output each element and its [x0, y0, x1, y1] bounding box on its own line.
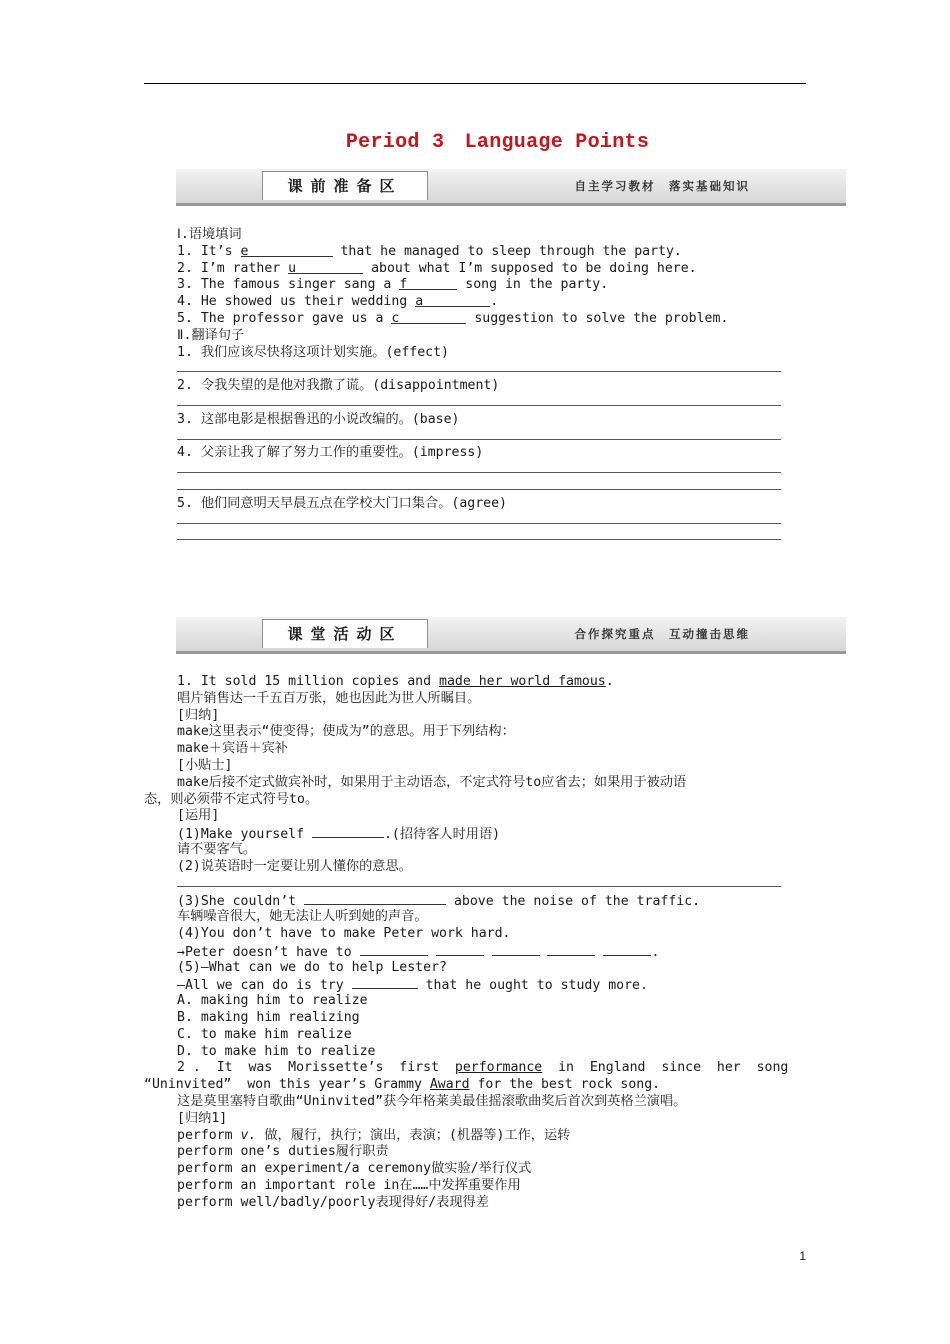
fill-item-3: 3. The famous singer sang a f song in the party. [177, 277, 609, 293]
tip-label: [小贴士] [177, 757, 233, 773]
sentence-2-translation: 这是莫里塞特自歌曲“Uninvited”获今年格莱美最佳摇滚歌曲奖后首次到英格兰演唱。 [177, 1093, 687, 1109]
perform-usage-2: perform an experiment/a ceremony做实验/举行仪式 [177, 1161, 532, 1177]
fill-item-1: 1. It’s e that he managed to sleep through the party. [177, 243, 682, 259]
perform-usage-3: perform an important role in在……中发挥重要作用 [177, 1177, 521, 1193]
summary-1-label: [归纳1] [177, 1110, 228, 1126]
translate-item-4: 4. 父亲让我了解了努力工作的重要性。(impress) [177, 445, 484, 461]
translate-item-5: 5. 他们同意明天早晨五点在学校大门口集合。(agree) [177, 495, 507, 511]
translate-item-1: 1. 我们应该尽快将这项计划实施。(effect) [177, 344, 449, 360]
fill-item-2: 2. I’m rather u about what I’m supposed to be doing here. [177, 260, 697, 276]
part1-heading: Ⅰ.语境填词 [177, 227, 242, 242]
exercise-4-rewrite: →Peter doesn’t have to . [177, 944, 660, 960]
summary-label: [归纳] [177, 707, 220, 723]
page-title: Period 3 Language Points [345, 131, 650, 154]
preclass-exercises [177, 227, 817, 546]
exercise-1: (1)Make yourself .(招待客人时用语) [177, 827, 501, 843]
part2-heading: Ⅱ.翻译句子 [177, 327, 245, 343]
summary-structure: make＋宾语＋宾补 [177, 741, 288, 757]
section-banner-preclass [176, 169, 846, 206]
inclass-content [144, 674, 817, 1212]
exercise-2: (2)说英语时一定要让别人懂你的意思。 [177, 858, 412, 874]
banner-tab-label: 课前准备区 [262, 171, 428, 200]
sentence-2: 2 . It was Morissette’s first performance in England since her song [177, 1060, 789, 1076]
sentence-1-translation: 唱片销售达一千五百万张，她也因此为世人所瞩目。 [177, 690, 481, 706]
tip-text: make后接不定式做宾补时，如果用于主动语态，不定式符号to应省去；如果用于被动语 [177, 774, 687, 790]
banner-subtitle: 合作探究重点 互动撞击思维 [574, 627, 750, 641]
header-rule [144, 83, 806, 84]
sentence-1: 1. It sold 15 million copies and made her world famous. [177, 674, 614, 689]
answer-line[interactable] [177, 513, 817, 530]
exercise-4: (4)You don’t have to make Peter work hard. [177, 925, 511, 941]
answer-line[interactable] [177, 395, 817, 412]
exercise-5: (5)—What can we do to help Lester? [177, 959, 447, 975]
answer-line[interactable] [177, 361, 817, 378]
sentence-2-cont: “Uninvited” won this year’s Grammy Award for the best rock song. [144, 1077, 661, 1093]
exercise-5-answer: —All we can do is try that he ought to study more. [177, 978, 648, 994]
perform-definition: perform v. 做，履行，执行；演出，表演；(机器等)工作，运转 [177, 1127, 571, 1143]
translate-item-3: 3. 这部电影是根据鲁迅的小说改编的。(base) [177, 411, 460, 427]
banner-subtitle: 自主学习教材 落实基础知识 [574, 179, 750, 193]
exercise-3: (3)She couldn’t above the noise of the traffic. [177, 894, 701, 910]
option-d: D. to make him to realize [177, 1043, 376, 1059]
perform-usage-1: perform one’s duties履行职责 [177, 1144, 389, 1160]
answer-line[interactable] [177, 876, 817, 893]
option-a: A. making him to realize [177, 993, 368, 1009]
page-number: 1 [799, 1249, 806, 1263]
option-c: C. to make him realize [177, 1026, 352, 1042]
tip-text-cont: 态，则必须带不定式符号to。 [144, 791, 319, 807]
section-banner-inclass [176, 617, 846, 654]
exercise-1-translation: 请不要客气。 [177, 841, 257, 857]
option-b: B. making him realizing [177, 1009, 360, 1025]
perform-usage-4: perform well/badly/poorly表现得好/表现得差 [177, 1194, 489, 1210]
exercise-3-translation: 车辆噪音很大，她无法让人听到她的声音。 [177, 909, 428, 925]
fill-item-4: 4. He showed us their wedding a . [177, 294, 499, 310]
banner-tab-label: 课堂活动区 [262, 619, 428, 648]
summary-text: make这里表示“使变得；使成为”的意思。用于下列结构： [177, 724, 515, 740]
practice-label: [运用] [177, 808, 220, 824]
answer-line[interactable] [177, 462, 817, 479]
answer-line[interactable] [177, 429, 817, 446]
answer-line[interactable] [177, 529, 817, 546]
translate-item-2: 2. 令我失望的是他对我撒了谎。(disappointment) [177, 378, 500, 394]
answer-line[interactable] [177, 479, 817, 496]
fill-item-5: 5. The professor gave us a c suggestion to solve the problem. [177, 310, 729, 326]
